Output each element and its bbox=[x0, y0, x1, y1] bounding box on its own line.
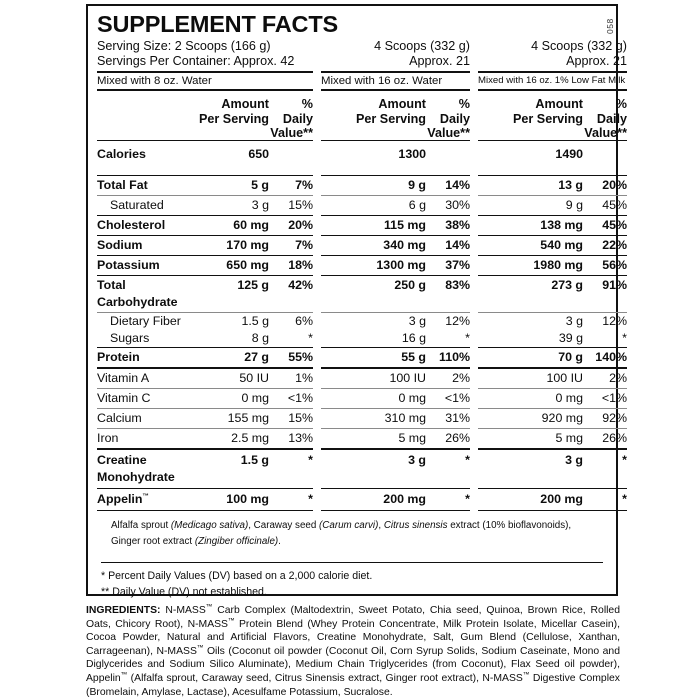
nutrient-amount: 200 mg bbox=[540, 492, 583, 507]
nutrient-cell-col1 bbox=[97, 140, 313, 175]
nutrient-name: Protein bbox=[97, 350, 140, 365]
nutrient-daily-value: <1% bbox=[287, 391, 313, 406]
nutrient-daily-value: 15% bbox=[288, 411, 313, 426]
nutrient-daily-value: 20% bbox=[602, 178, 627, 193]
nutrient-cell-col1 bbox=[97, 388, 313, 408]
supplement-facts-panel bbox=[86, 4, 627, 599]
nutrient-cell-col2 bbox=[321, 215, 470, 235]
nutrient-cell-col2 bbox=[321, 275, 470, 312]
nutrient-cell-col3 bbox=[478, 275, 627, 312]
table-row bbox=[97, 195, 627, 215]
nutrient-daily-value: 42% bbox=[288, 278, 313, 293]
nutrient-daily-value: 13% bbox=[288, 431, 313, 446]
table-row bbox=[97, 388, 627, 408]
nutrient-cell-col3 bbox=[478, 235, 627, 255]
ingredients-heading: INGREDIENTS: bbox=[86, 605, 161, 616]
nutrient-amount: 1.5 g bbox=[241, 314, 269, 329]
nutrient-daily-value: * bbox=[622, 453, 627, 468]
nutrient-amount: 0 mg bbox=[555, 391, 583, 406]
nutrient-cell-col1 bbox=[97, 275, 313, 312]
nutrient-cell-col2 bbox=[321, 388, 470, 408]
nutrient-daily-value: 2% bbox=[609, 371, 627, 386]
nutrient-cell-col1 bbox=[97, 367, 313, 388]
mix-cell-col2 bbox=[321, 71, 470, 91]
mix-rule-bottom-col1 bbox=[97, 89, 313, 91]
table-row bbox=[97, 330, 627, 347]
nutrient-cell-col1 bbox=[97, 175, 313, 195]
nutrient-cell-col3 bbox=[478, 255, 627, 275]
nutrient-amount: 1300 bbox=[398, 147, 426, 162]
nutrient-daily-value: 1% bbox=[295, 371, 313, 386]
nutrient-cell-col1 bbox=[97, 408, 313, 428]
nutrient-amount: 0 mg bbox=[398, 391, 426, 406]
table-row bbox=[97, 488, 627, 510]
nutrient-amount: 540 mg bbox=[540, 238, 583, 253]
nutrient-daily-value: * bbox=[465, 331, 470, 346]
nutrient-amount: 5 mg bbox=[555, 431, 583, 446]
nutrient-amount: 1300 mg bbox=[376, 258, 426, 273]
nutrient-amount: 125 g bbox=[237, 278, 269, 293]
nutrient-cell-col2 bbox=[321, 195, 470, 215]
mix-cell-col1 bbox=[97, 71, 313, 91]
nutrient-cell-col2 bbox=[321, 235, 470, 255]
nutrient-cell-col3 bbox=[478, 408, 627, 428]
nutrient-daily-value: 20% bbox=[288, 218, 313, 233]
nutrient-cell-col1 bbox=[97, 510, 313, 511]
nutrient-name: Creatine Monohydrate bbox=[97, 453, 175, 485]
nutrient-table bbox=[97, 140, 627, 511]
nutrient-amount: 8 g bbox=[251, 331, 269, 346]
nutrient-name: Potassium bbox=[97, 258, 160, 273]
ingredients-body: N-MASS™ Carb Complex (Maltodextrin, Sweet Potato, Chia seed, Quinoa, Brown Rice, Rolled Oats, Chicory Root), N-MASS™ Protein Blend (Whey Protein Concentrate, Milk Protein Isolate, Micellar Casein), Cocoa Powder, Natural and Artificial Flavors, Creatine Monohydrate, Salt, Gum Blend (Cellulose, Xanthan, Carrageenan), N-MASS™ Oils (Coconut oil powder (Coconut Oil, Corn Syrup Solids, Sodium Caseinate, Mono and Diglycerides and Sodium Silico Aluminate), Medium Chain Triglycerides (from Coconut), Flax Seed oil powder), Appelin™ (Alfalfa sprout, Caraway seed, Citrus Sinensis extract, Ginger root extract), N-MASS™ Digestive Complex (Bromelain, Amylase, Lactase), Acesulfame Potassium, Sucralose. bbox=[86, 603, 620, 698]
botanical-note-line1: Alfalfa sprout (Medicago sativa), Caraway seed (Carum carvi), Citrus sinensis extract (10% bioflavonoids), bbox=[111, 520, 572, 532]
nutrient-amount: 9 g bbox=[408, 178, 426, 193]
nutrient-cell-col1 bbox=[97, 255, 313, 275]
nutrient-amount: 3 g bbox=[408, 314, 426, 329]
nutrient-daily-value: 7% bbox=[295, 238, 313, 253]
nutrient-amount: 115 mg bbox=[383, 218, 426, 233]
nutrient-daily-value: 45% bbox=[602, 218, 627, 233]
nutrient-daily-value: * bbox=[622, 492, 627, 507]
nutrient-daily-value: 45% bbox=[602, 198, 627, 213]
nutrient-daily-value: 22% bbox=[602, 238, 627, 253]
nutrient-name: Cholesterol bbox=[97, 218, 166, 233]
nutrient-daily-value: <1% bbox=[601, 391, 627, 406]
column-header-col2 bbox=[321, 97, 470, 140]
nutrient-name: Iron bbox=[97, 431, 119, 446]
nutrient-daily-value: 31% bbox=[445, 411, 470, 426]
nutrient-name: Sugars bbox=[110, 331, 150, 346]
mix-rule-bottom-col3 bbox=[478, 89, 627, 91]
servings-per-container-label: Servings Per Container: Approx. 42 bbox=[97, 53, 295, 68]
nutrient-cell-col1 bbox=[97, 235, 313, 255]
mix-label-col3: Mixed with 16 oz. 1% Low Fat Milk bbox=[478, 75, 626, 87]
nutrient-amount: 16 g bbox=[401, 331, 426, 346]
nutrient-daily-value: 14% bbox=[445, 178, 470, 193]
nutrient-amount: 200 mg bbox=[383, 492, 426, 507]
nutrient-daily-value: 7% bbox=[295, 178, 313, 193]
nutrient-daily-value: 38% bbox=[445, 218, 470, 233]
nutrient-cell-col2 bbox=[321, 312, 470, 330]
nutrient-cell-col3 bbox=[478, 488, 627, 510]
nutrient-daily-value: 92% bbox=[602, 411, 627, 426]
table-row bbox=[97, 275, 627, 312]
nutrient-daily-value: 55% bbox=[288, 350, 313, 365]
nutrient-daily-value: * bbox=[465, 492, 470, 507]
nutrient-amount: 250 g bbox=[394, 278, 426, 293]
nutrient-amount: 100 IU bbox=[546, 371, 583, 386]
nutrient-name: Total Fat bbox=[97, 178, 148, 193]
table-row bbox=[97, 312, 627, 330]
nutrient-amount: 3 g bbox=[408, 453, 426, 468]
nutrient-amount: 100 IU bbox=[389, 371, 426, 386]
nutrient-daily-value: 14% bbox=[445, 238, 470, 253]
nutrient-cell-col2 bbox=[321, 330, 470, 347]
nutrient-cell-col2 bbox=[321, 488, 470, 510]
nutrient-cell-col2 bbox=[321, 175, 470, 195]
col2-serving-size: 4 Scoops (332 g) bbox=[374, 39, 470, 53]
footnote-single-star: * Percent Daily Values (DV) based on a 2,000 calorie diet. bbox=[101, 570, 373, 583]
column-header-row bbox=[97, 97, 627, 140]
nutrient-amount: 5 g bbox=[251, 178, 269, 193]
nutrient-amount: 100 mg bbox=[226, 492, 269, 507]
nutrient-amount: 13 g bbox=[558, 178, 583, 193]
nutrient-amount: 650 bbox=[248, 147, 269, 162]
col3-serving-size: 4 Scoops (332 g) bbox=[531, 39, 627, 53]
nutrient-amount: 50 IU bbox=[239, 371, 269, 386]
nutrient-amount: 155 mg bbox=[227, 411, 269, 426]
nutrient-daily-value: 140% bbox=[595, 350, 627, 365]
mix-label-col2: Mixed with 16 oz. Water bbox=[321, 75, 443, 88]
nutrient-cell-col2 bbox=[321, 428, 470, 448]
nutrient-daily-value: 26% bbox=[445, 431, 470, 446]
nutrient-amount: 138 mg bbox=[540, 218, 583, 233]
nutrient-daily-value: 12% bbox=[602, 314, 627, 329]
nutrient-daily-value: <1% bbox=[444, 391, 470, 406]
nutrient-cell-col1 bbox=[97, 488, 313, 510]
nutrient-daily-value: * bbox=[465, 453, 470, 468]
nutrient-cell-col3 bbox=[478, 347, 627, 367]
nutrient-amount: 6 g bbox=[408, 198, 426, 213]
nutrient-amount: 650 mg bbox=[226, 258, 269, 273]
table-row bbox=[97, 428, 627, 448]
table-row bbox=[97, 215, 627, 235]
nutrient-cell-col3 bbox=[478, 428, 627, 448]
col3-servings: Approx. 21 bbox=[566, 53, 627, 68]
nutrient-cell-col3 bbox=[478, 215, 627, 235]
nutrient-amount: 1.5 g bbox=[240, 453, 269, 468]
nutrient-cell-col2 bbox=[321, 255, 470, 275]
mixing-instruction-row bbox=[97, 71, 626, 91]
table-row bbox=[97, 235, 627, 255]
botanical-note bbox=[97, 518, 607, 549]
nutrient-daily-value: 83% bbox=[445, 278, 470, 293]
nutrient-cell-col2 bbox=[321, 448, 470, 488]
nutrient-cell-col1 bbox=[97, 428, 313, 448]
table-row bbox=[97, 175, 627, 195]
table-row bbox=[97, 510, 607, 511]
nutrient-name: Saturated bbox=[110, 198, 164, 213]
column-header-col3 bbox=[478, 97, 627, 140]
column-header-spacer-col2 bbox=[321, 97, 354, 140]
nutrient-cell-col1 bbox=[97, 215, 313, 235]
nutrient-name: Dietary Fiber bbox=[110, 314, 181, 329]
nutrient-daily-value: * bbox=[308, 331, 313, 346]
col2-servings: Approx. 21 bbox=[409, 53, 470, 68]
nutrient-daily-value: * bbox=[622, 331, 627, 346]
nutrient-daily-value: * bbox=[308, 453, 313, 468]
nutrient-cell-col2 bbox=[321, 347, 470, 367]
serving-header-grid bbox=[97, 39, 627, 68]
table-row bbox=[97, 140, 607, 175]
ingredients-section bbox=[86, 604, 620, 699]
table-row bbox=[97, 448, 627, 488]
serving-header-col3 bbox=[478, 39, 627, 68]
nutrient-amount: 0 mg bbox=[241, 391, 269, 406]
nutrient-cell-col2 bbox=[321, 408, 470, 428]
panel-corner-code: 058 bbox=[605, 18, 615, 34]
nutrient-cell-col3 bbox=[478, 388, 627, 408]
nutrient-daily-value: 6% bbox=[295, 314, 313, 329]
dv-header-col1: % Daily Value** bbox=[270, 97, 313, 140]
nutrient-name: Calories bbox=[97, 147, 146, 162]
nutrient-daily-value: 56% bbox=[602, 258, 627, 273]
nutrient-daily-value: 2% bbox=[452, 371, 470, 386]
dv-header-col3: % Daily Value** bbox=[584, 97, 627, 140]
nutrient-amount: 55 g bbox=[401, 350, 426, 365]
nutrient-daily-value: * bbox=[308, 492, 313, 507]
nutrient-cell-col3 bbox=[478, 175, 627, 195]
nutrient-name: Appelin™ bbox=[97, 492, 150, 507]
footnotes bbox=[97, 563, 607, 600]
nutrient-cell-col1 bbox=[97, 330, 313, 347]
nutrient-amount: 920 mg bbox=[541, 411, 583, 426]
nutrient-cell-col3 bbox=[478, 140, 627, 175]
nutrient-amount: 340 mg bbox=[383, 238, 426, 253]
serving-header-col2 bbox=[321, 39, 470, 68]
nutrient-amount: 273 g bbox=[551, 278, 583, 293]
nutrient-cell-col3 bbox=[478, 367, 627, 388]
nutrient-amount: 5 mg bbox=[398, 431, 426, 446]
nutrient-amount: 70 g bbox=[558, 350, 583, 365]
serving-header-col1 bbox=[97, 39, 313, 68]
nutrient-cell-col2 bbox=[321, 140, 470, 175]
nutrient-amount: 3 g bbox=[565, 314, 583, 329]
column-header-spacer-col3 bbox=[478, 97, 511, 140]
nutrient-daily-value: 12% bbox=[445, 314, 470, 329]
mix-label-col1: Mixed with 8 oz. Water bbox=[97, 75, 212, 88]
nutrient-amount: 310 mg bbox=[384, 411, 426, 426]
table-row bbox=[97, 367, 627, 388]
nutrient-daily-value: 26% bbox=[602, 431, 627, 446]
nutrient-daily-value: 30% bbox=[445, 198, 470, 213]
nutrient-amount: 60 mg bbox=[233, 218, 269, 233]
mix-cell-col3 bbox=[478, 71, 627, 91]
amount-header-col2: Amount Per Serving bbox=[356, 97, 426, 126]
nutrient-cell-col3 bbox=[478, 448, 627, 488]
nutrient-cell-col1 bbox=[97, 448, 313, 488]
nutrient-daily-value: 18% bbox=[288, 258, 313, 273]
serving-size-label: Serving Size: 2 Scoops (166 g) bbox=[97, 39, 271, 53]
nutrient-cell-col2 bbox=[321, 367, 470, 388]
nutrient-amount: 2.5 mg bbox=[231, 431, 269, 446]
nutrient-amount: 3 g bbox=[251, 198, 269, 213]
nutrient-cell-col1 bbox=[97, 312, 313, 330]
nutrient-name: Vitamin A bbox=[97, 371, 150, 386]
dv-header-col2: % Daily Value** bbox=[427, 97, 470, 140]
nutrient-amount: 27 g bbox=[244, 350, 269, 365]
nutrient-amount: 9 g bbox=[565, 198, 583, 213]
nutrient-daily-value: 91% bbox=[602, 278, 627, 293]
amount-header-col1: Amount Per Serving bbox=[199, 97, 269, 126]
table-row bbox=[97, 255, 627, 275]
nutrient-amount: 170 mg bbox=[226, 238, 269, 253]
nutrient-name: Calcium bbox=[97, 411, 142, 426]
table-row bbox=[97, 347, 627, 367]
column-header-col1 bbox=[97, 97, 313, 140]
nutrient-cell-col3 bbox=[478, 510, 627, 511]
nutrient-cell-col2 bbox=[321, 510, 470, 511]
column-header-spacer-col1 bbox=[97, 97, 197, 140]
botanical-note-line2: Ginger root extract (Zingiber officinale). bbox=[111, 535, 281, 547]
nutrient-cell-col3 bbox=[478, 330, 627, 347]
nutrient-name: Vitamin C bbox=[97, 391, 151, 406]
nutrient-daily-value: 37% bbox=[445, 258, 470, 273]
table-row bbox=[97, 408, 627, 428]
nutrient-daily-value: 15% bbox=[288, 198, 313, 213]
nutrient-cell-col3 bbox=[478, 312, 627, 330]
nutrient-amount: 1490 bbox=[555, 147, 583, 162]
nutrient-amount: 39 g bbox=[558, 331, 583, 346]
nutrient-name: Sodium bbox=[97, 238, 143, 253]
nutrient-amount: 3 g bbox=[565, 453, 583, 468]
footnote-double-star: ** Daily Value (DV) not established. bbox=[101, 586, 267, 599]
nutrient-amount: 1980 mg bbox=[533, 258, 583, 273]
amount-header-col3: Amount Per Serving bbox=[513, 97, 583, 126]
page-title: SUPPLEMENT FACTS bbox=[97, 11, 338, 37]
nutrient-cell-col1 bbox=[97, 195, 313, 215]
nutrient-cell-col1 bbox=[97, 347, 313, 367]
nutrient-daily-value: 110% bbox=[438, 350, 470, 365]
mix-rule-bottom-col2 bbox=[321, 89, 470, 91]
nutrient-name: Total Carbohydrate bbox=[97, 278, 178, 310]
nutrient-cell-col3 bbox=[478, 195, 627, 215]
